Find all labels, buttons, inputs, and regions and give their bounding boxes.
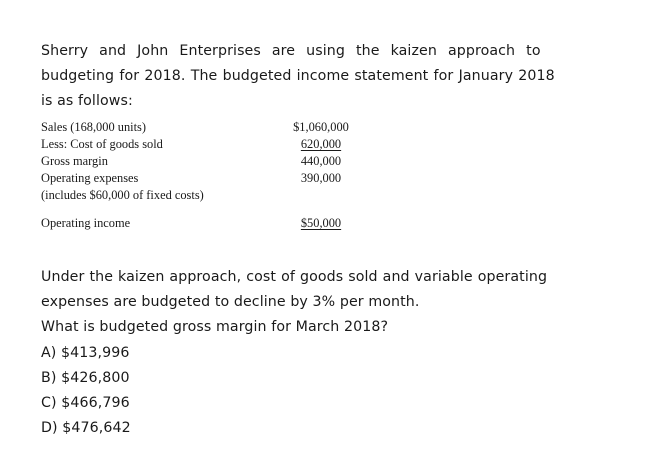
statement-amount-sales: $1,060,000: [293, 120, 349, 134]
statement-row-operating-income: [41, 215, 361, 232]
statement-row-fixed-costs-note: [41, 187, 361, 204]
statement-row-sales: [41, 119, 361, 136]
statement-amount-operating-expenses: 390,000: [300, 171, 342, 185]
answer-option-d[interactable]: D) $476,642: [41, 420, 131, 436]
statement-row-cogs: [41, 136, 361, 153]
answer-option-c[interactable]: C) $466,796: [41, 395, 130, 411]
answer-option-b[interactable]: B) $426,800: [41, 370, 130, 386]
statement-label-operating-income: Operating income: [41, 216, 131, 230]
intro-line-3: is as follows:: [41, 93, 133, 109]
statement-row-gross-margin: [41, 153, 361, 170]
question-line-1: Under the kaizen approach, cost of goods sold and variable operating: [41, 269, 548, 285]
problem-intro: [41, 39, 633, 114]
statement-amount-gross-margin: 440,000: [300, 154, 342, 168]
statement-label-fixed-costs-note: (includes $60,000 of fixed costs): [41, 188, 204, 202]
intro-line-2: budgeting for 2018. The budgeted income statement for January 2018: [41, 68, 555, 84]
question-line-3: What is budgeted gross margin for March 2018?: [41, 319, 389, 335]
statement-label-gross-margin: Gross margin: [41, 154, 108, 168]
answer-option-a[interactable]: A) $413,996: [41, 345, 130, 361]
statement-label-operating-expenses: Operating expenses: [41, 171, 139, 185]
statement-row-operating-expenses: [41, 170, 361, 187]
statement-label-sales: Sales (168,000 units): [41, 120, 146, 134]
statement-amount-operating-income: $50,000: [300, 216, 342, 230]
intro-line-1: Sherry and John Enterprises are using the kaizen approach to: [41, 43, 541, 59]
answer-options: [41, 341, 131, 441]
statement-label-cogs: Less: Cost of goods sold: [41, 137, 163, 151]
question-text: [41, 265, 633, 340]
statement-amount-cogs: 620,000: [300, 137, 342, 151]
question-line-2: expenses are budgeted to decline by 3% per month.: [41, 294, 420, 310]
